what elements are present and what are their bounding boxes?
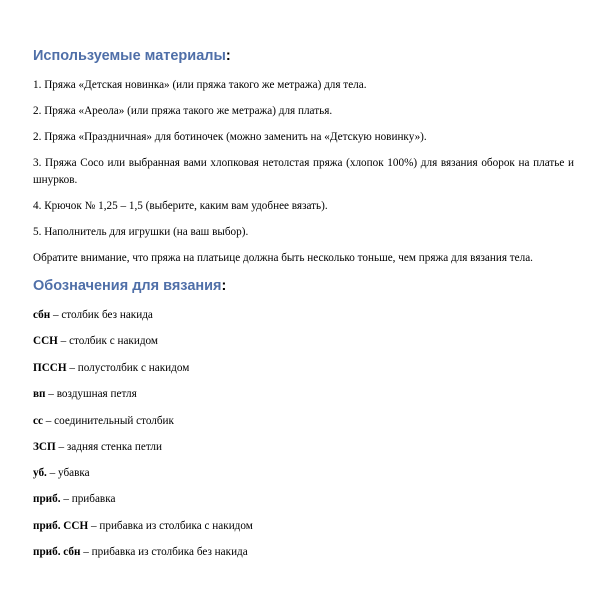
legend-term: ПССН: [33, 362, 67, 374]
materials-item-5: 4. Крючок № 1,25 – 1,5 (выберите, каким вам удобнее вязать).: [33, 200, 328, 212]
legend-term: сс: [33, 415, 43, 427]
legend-item: [33, 491, 574, 508]
materials-heading-text: Используемые материалы: [33, 48, 226, 64]
legend-term: ССН: [33, 335, 58, 347]
legend-definition: – соединительный столбик: [42, 415, 174, 427]
legend-term: ЗСП: [33, 441, 56, 453]
legend-definition: – прибавка из столбика с накидом: [88, 520, 253, 532]
legend-term: вп: [33, 388, 46, 400]
legend-definition: – полустолбик с накидом: [66, 362, 190, 374]
legend-item: [33, 465, 574, 482]
materials-item-3: 2. Пряжа «Праздничная» для ботиночек (можно заменить на «Детскую новинку»).: [33, 131, 427, 143]
legend-term: сбн: [33, 309, 51, 321]
legend-heading-text: Обозначения для вязания: [33, 278, 222, 294]
materials-item-4: 3. Пряжа Coco или выбранная вами хлопковая нетолстая пряжа (хлопок 100%) для вязания оборок на платье и шнурков.: [33, 157, 574, 186]
legend-item: [33, 439, 574, 456]
legend-term: приб. ССН: [33, 520, 89, 532]
materials-item-2: 2. Пряжа «Ареола» (или пряжа такого же метража) для платья.: [33, 105, 333, 117]
materials-item-6: 5. Наполнитель для игрушки (на ваш выбор).: [33, 226, 249, 238]
legend-definition: – прибавка из столбика без накида: [80, 546, 248, 558]
legend-term: приб. сбн: [33, 546, 81, 558]
legend-term: уб.: [33, 467, 47, 479]
materials-note: Обратите внимание, что пряжа на платьице должна быть несколько тоньше, чем пряжа для вязания тела.: [33, 252, 533, 264]
legend-definition: – задняя стенка петли: [55, 441, 162, 453]
legend-definition: – убавка: [46, 467, 90, 479]
materials-item-1: 1. Пряжа «Детская новинка» (или пряжа такого же метража) для тела.: [33, 79, 367, 91]
legend-term: приб.: [33, 493, 61, 505]
legend-definition: – столбик с накидом: [57, 335, 158, 347]
legend-item: [33, 333, 574, 350]
legend-item: [33, 518, 574, 535]
legend-item: [33, 307, 574, 324]
materials-heading: [33, 48, 231, 64]
legend-definition: – столбик без накида: [50, 309, 153, 321]
legend-definition: – прибавка: [60, 493, 116, 505]
legend-definition: – воздушная петля: [45, 388, 137, 400]
legend-item: [33, 386, 574, 403]
legend-heading-colon: :: [221, 278, 227, 294]
materials-heading-colon: :: [225, 48, 231, 64]
legend-item: [33, 413, 574, 430]
legend-item: [33, 544, 574, 561]
legend-heading: [33, 278, 226, 294]
legend-item: [33, 360, 574, 377]
